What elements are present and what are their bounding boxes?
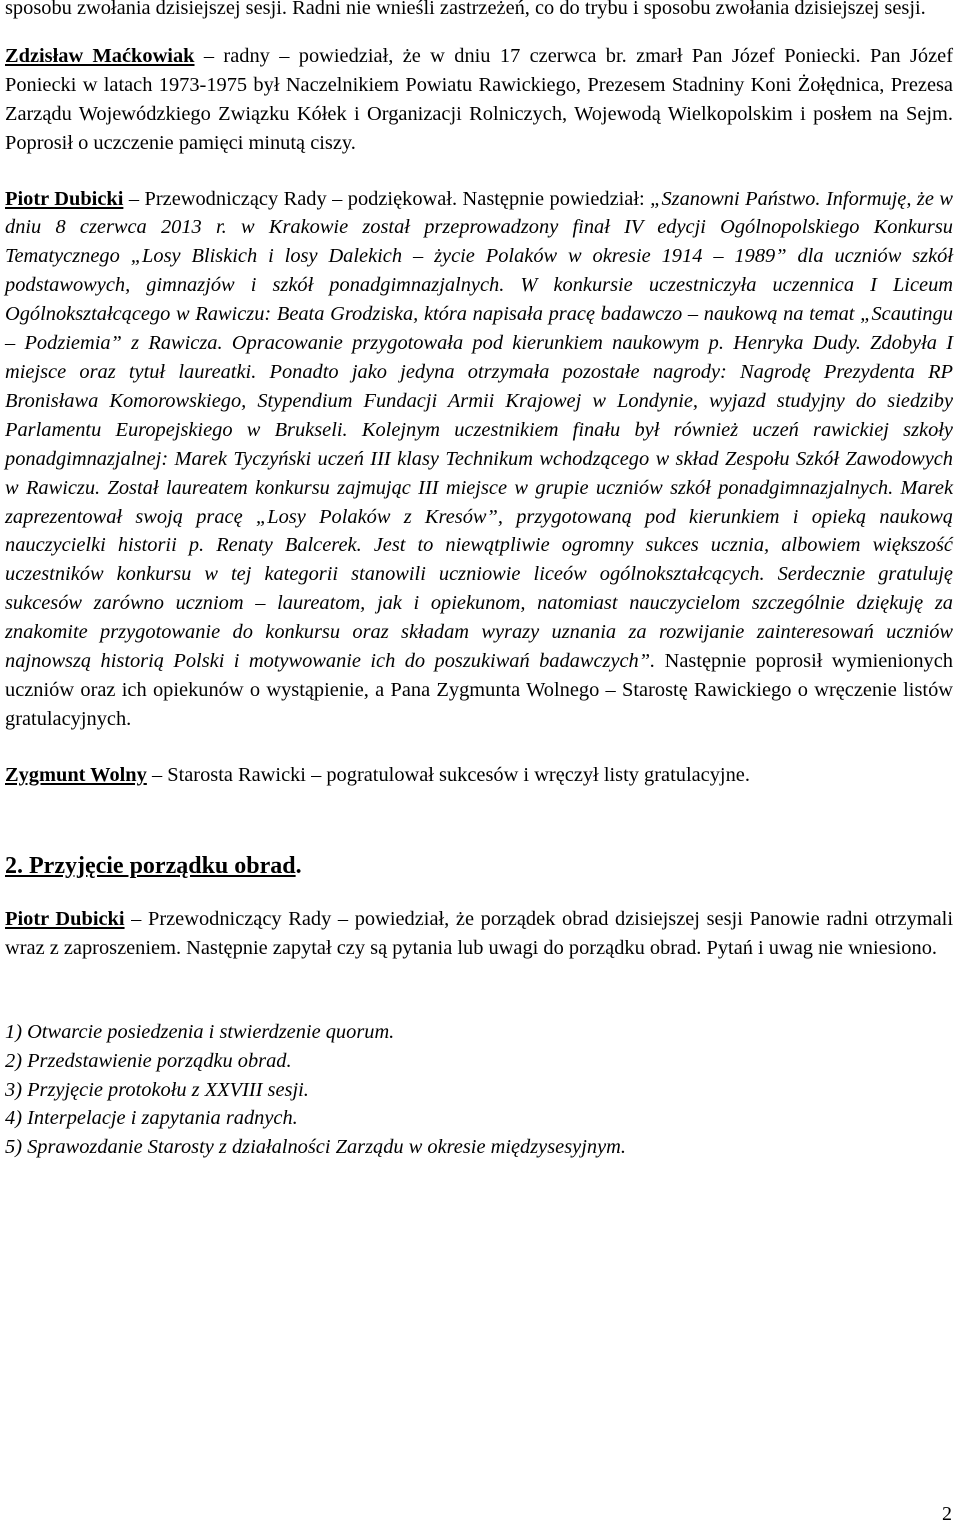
speaker-name: Zdzisław Maćkowiak xyxy=(5,44,195,67)
section-title: 2. Przyjęcie porządku obrad xyxy=(5,852,296,879)
dubicki-agenda-paragraph xyxy=(5,905,953,963)
speaker-name: Zygmunt Wolny xyxy=(5,763,147,786)
statement-text: – Przewodniczący Rady – powiedział, że porządek obrad dzisiejszej sesji Panowie radni otrzymali wraz z zaproszeniem. Następnie zapytał czy są pytania lub uwagi do porządku obrad. Pytań i uwag nie wniesiono. xyxy=(5,907,953,959)
mackowiak-paragraph xyxy=(5,42,953,158)
document-page xyxy=(5,0,953,1161)
page-number: 2 xyxy=(942,1503,952,1525)
agenda-list xyxy=(5,1018,953,1161)
speaker-name: Piotr Dubicki xyxy=(5,907,125,930)
intro-paragraph: sposobu zwołania dzisiejszej sesji. Radni nie wnieśli zastrzeżeń, co do trybu i sposobu zwołania dzisiejszej sesji. xyxy=(5,0,926,19)
agenda-item: 3) Przyjęcie protokołu z XXVIII sesji. xyxy=(5,1078,309,1101)
dubicki-speech-paragraph xyxy=(5,185,953,734)
agenda-item: 1) Otwarcie posiedzenia i stwierdzenie quorum. xyxy=(5,1021,395,1044)
statement-text: – radny – powiedział, że w dniu 17 czerwca br. zmarł Pan Józef Poniecki. Pan Józef Poniecki w latach 1973-1975 był Naczelnikiem Powiatu Rawickiego, Prezesem Stadniny Koni Żołędnica, Prezesa Zarządu Wojewódzkiego Związku Kółek i Organizacji Rolniczych, Wojewodą Wielkopolskim i posłem na Sejm. Poprosił o uczczenie pamięci minutą ciszy. xyxy=(5,44,953,154)
section-title-suffix: . xyxy=(295,852,302,879)
section-heading xyxy=(5,851,953,881)
statement-intro: – Przewodniczący Rady – podziękował. Następnie powiedział: xyxy=(123,187,651,210)
speech-quote: „Szanowni Państwo. Informuję, że w dniu 8 czerwca 2013 r. w Krakowie został przeprowadzony finał IV edycji Ogólnopolskiego Konkursu Tematycznego „Losy Bliskich i losy Dalekich – życie Polaków w okresie 1914 – 1989” dla uczniów szkół podstawowych, gimnazjów i szkół ponadgimnazjalnych. W konkursie uczestniczyła uczennica I Liceum Ogólnokształcącego w Rawiczu: Beata Grodziska, która napisała pracę badawczo – naukową na temat „Scautingu – Podziemia” z Rawicza. Opracowanie przygotowała pod kierunkiem naukowym p. Henryka Dudy. Zdobyła I miejsce oraz tytuł laureatki. Ponadto jako jedyna otrzymała pozostałe nagrody: Nagrodę Prezydenta RP Bronisława Komorowskiego, Stypendium Fundacji Armii Krajowej w Londynie, wyjazd studyjny do siedziby Parlamentu Europejskiego w Brukseli. Kolejnym uczestnikiem finału był również uczeń rawickiej szkoły ponadgimnazjalnej: Marek Tyczyński uczeń III klasy Technikum wchodzącego w skład Zespołu Szkół Zawodowych w Rawiczu. Został laureatem konkursu zajmując III miejsce w grupie uczniów szkół ponadgimnazjalnych. Marek zaprezentował swoją pracę „Losy Polaków z Kresów”, przygotowaną pod kierunkiem i opieką naukową nauczycielki historii p. Renaty Balcerek. Jest to niewątpliwie ogromny sukces ucznia, albowiem większość uczestników konkursu w tej kategorii stanowili uczniowie liceów ogólnokształcących. Serdecznie gratuluję sukcesów zarówno uczniom – laureatom, jak i opiekunom, natomiast nauczycielom szczególnie dziękuję za znakomite przygotowanie do konkursu oraz składam wyrazy uznania za rozwijanie zainteresowań uczniów najnowszą historią Polski i motywowanie ich do poszukiwań badawczych”. xyxy=(5,187,953,673)
speaker-name: Piotr Dubicki xyxy=(5,187,124,210)
wolny-paragraph xyxy=(5,761,953,790)
agenda-item: 4) Interpelacje i zapytania radnych. xyxy=(5,1107,298,1130)
agenda-item: 2) Przedstawienie porządku obrad. xyxy=(5,1050,292,1073)
statement-text: – Starosta Rawicki – pogratulował sukcesów i wręczył listy gratulacyjne. xyxy=(146,763,750,786)
statement-outro: Następnie poprosił wymienionych uczniów oraz ich opiekunów o wystąpienie, a Pana Zygmunta Wolnego – Starostę Rawickiego o wręczenie listów gratulacyjnych. xyxy=(5,650,953,730)
agenda-item: 5) Sprawozdanie Starosty z działalności Zarządu w okresie międzysesyjnym. xyxy=(5,1135,626,1158)
